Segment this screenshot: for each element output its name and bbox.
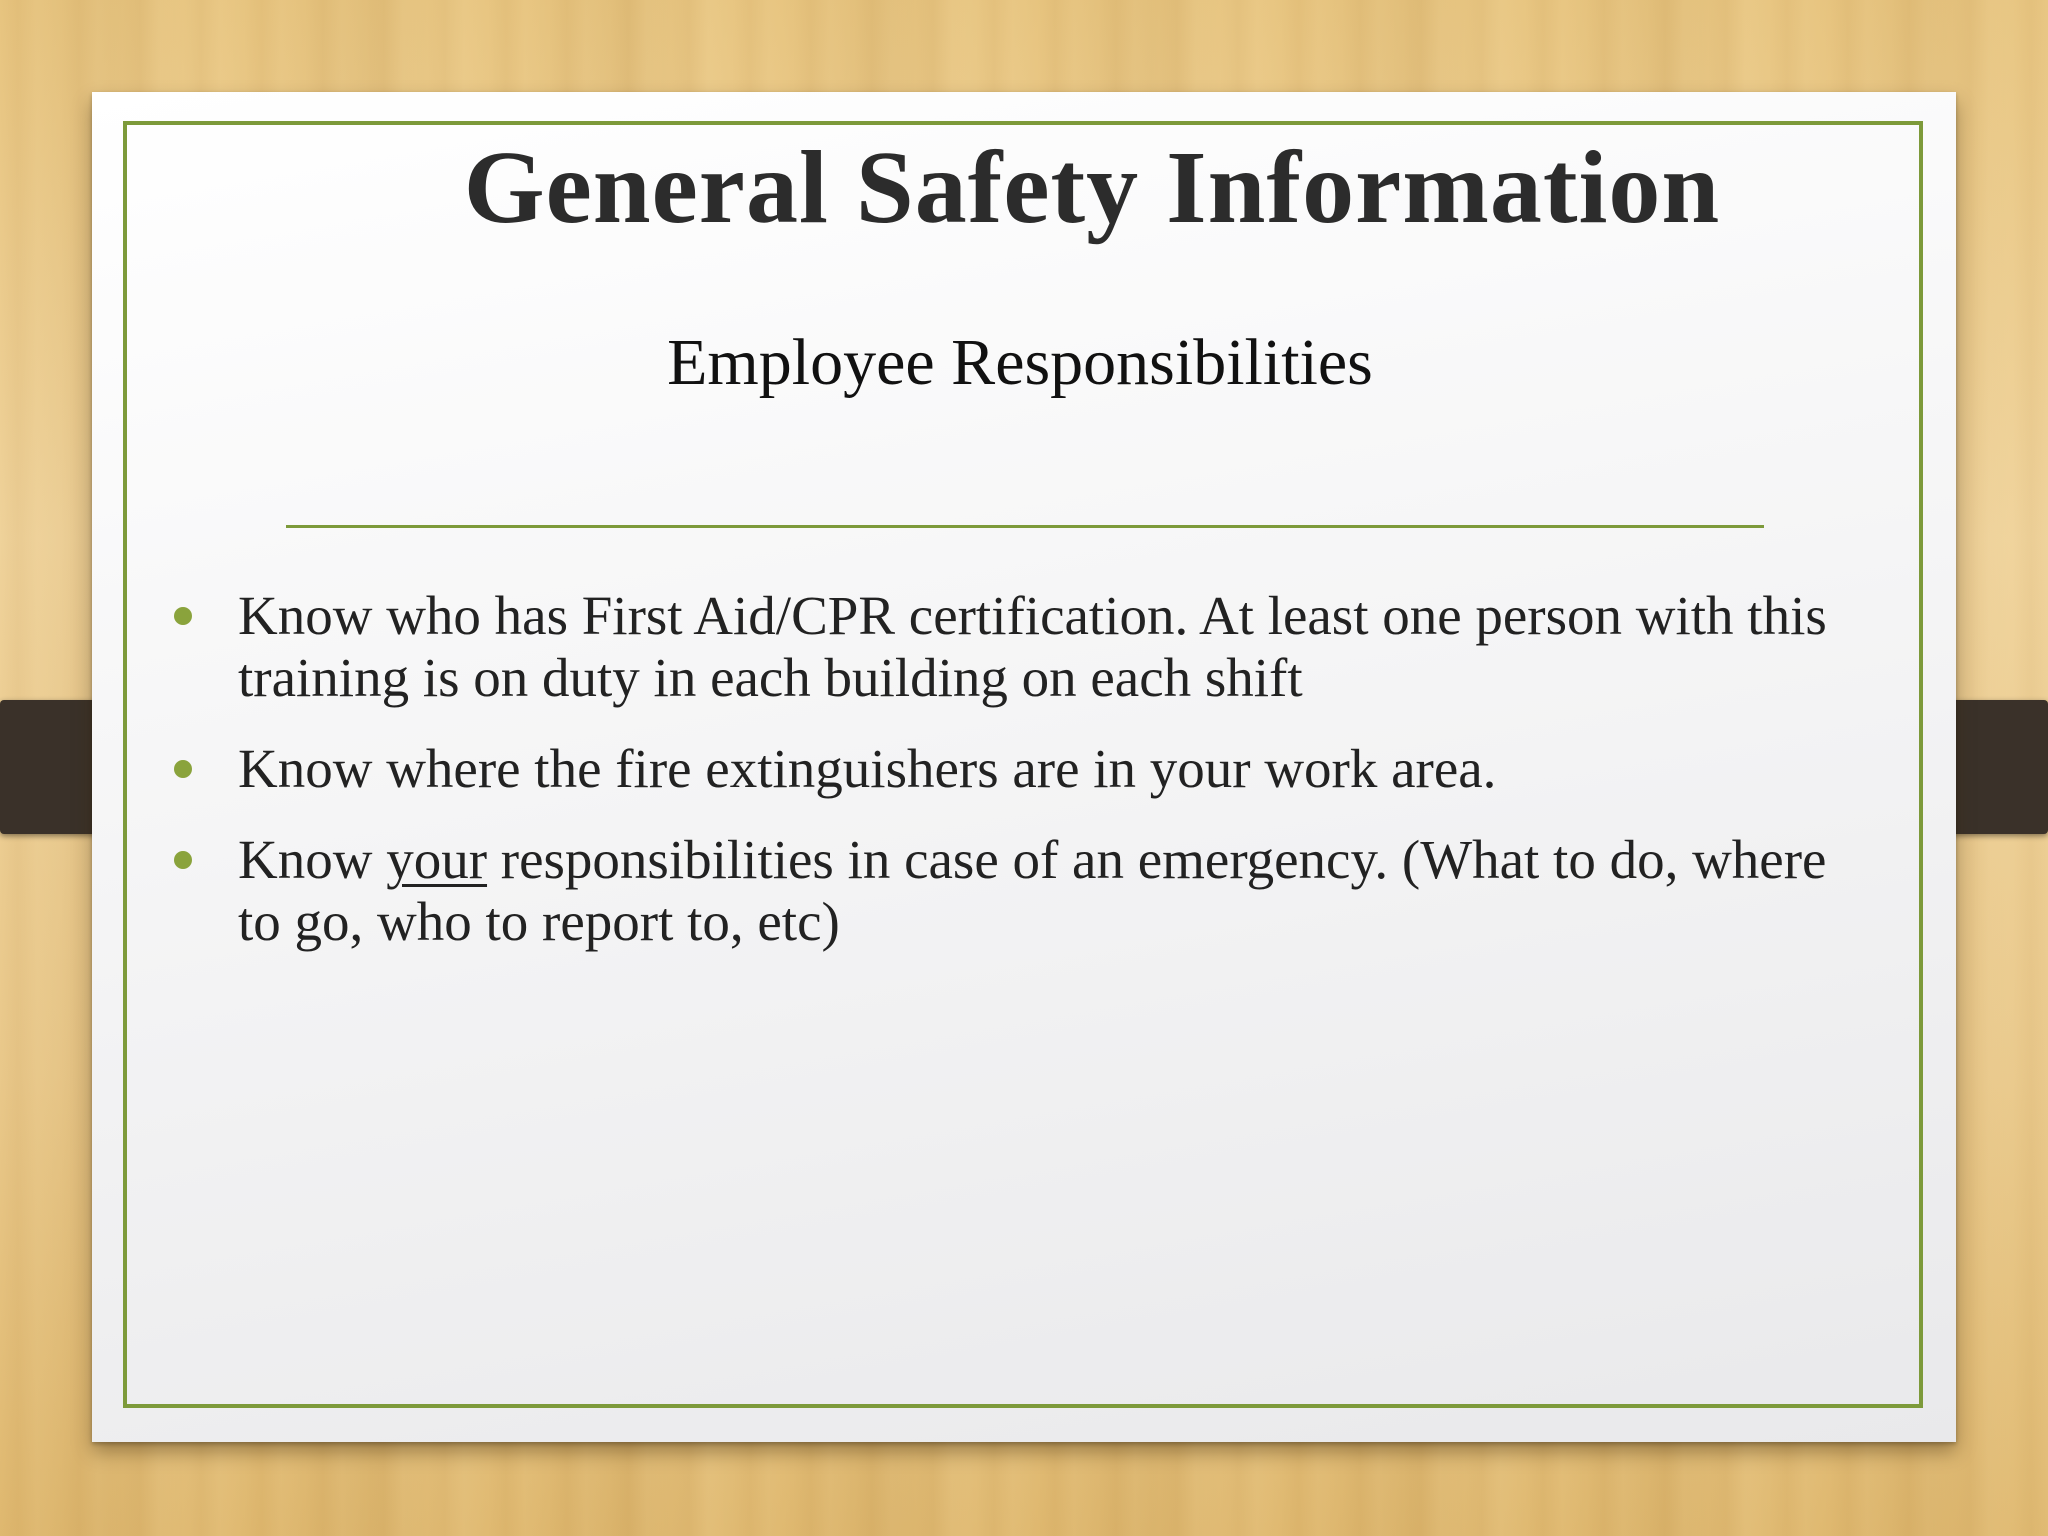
bullet-item [174,585,1874,709]
bullet-text-emphasis: your [386,829,488,890]
title-container [400,128,1784,247]
slide-title: General Safety Information [463,130,1721,245]
bullet-text: Know where the fire extinguishers are in your work area. [238,738,1497,799]
bullet-dot-icon [174,851,192,869]
bullet-dot-icon [174,607,192,625]
bullet-text: Know who has First Aid/CPR certification. At least one person with this training is on duty in each building on each shift [238,585,1827,708]
title-divider [286,525,1764,528]
bullet-item [174,829,1874,953]
bullet-text-suffix: responsibilities in case of an emergency. (What to do, where to go, who to report to, etc) [238,829,1827,952]
bullet-list [174,585,1874,982]
slide-subtitle: Employee Responsibilities [667,326,1373,399]
bullet-text-prefix: Know [238,829,387,890]
bullet-dot-icon [174,760,192,778]
bullet-item [174,738,1874,800]
